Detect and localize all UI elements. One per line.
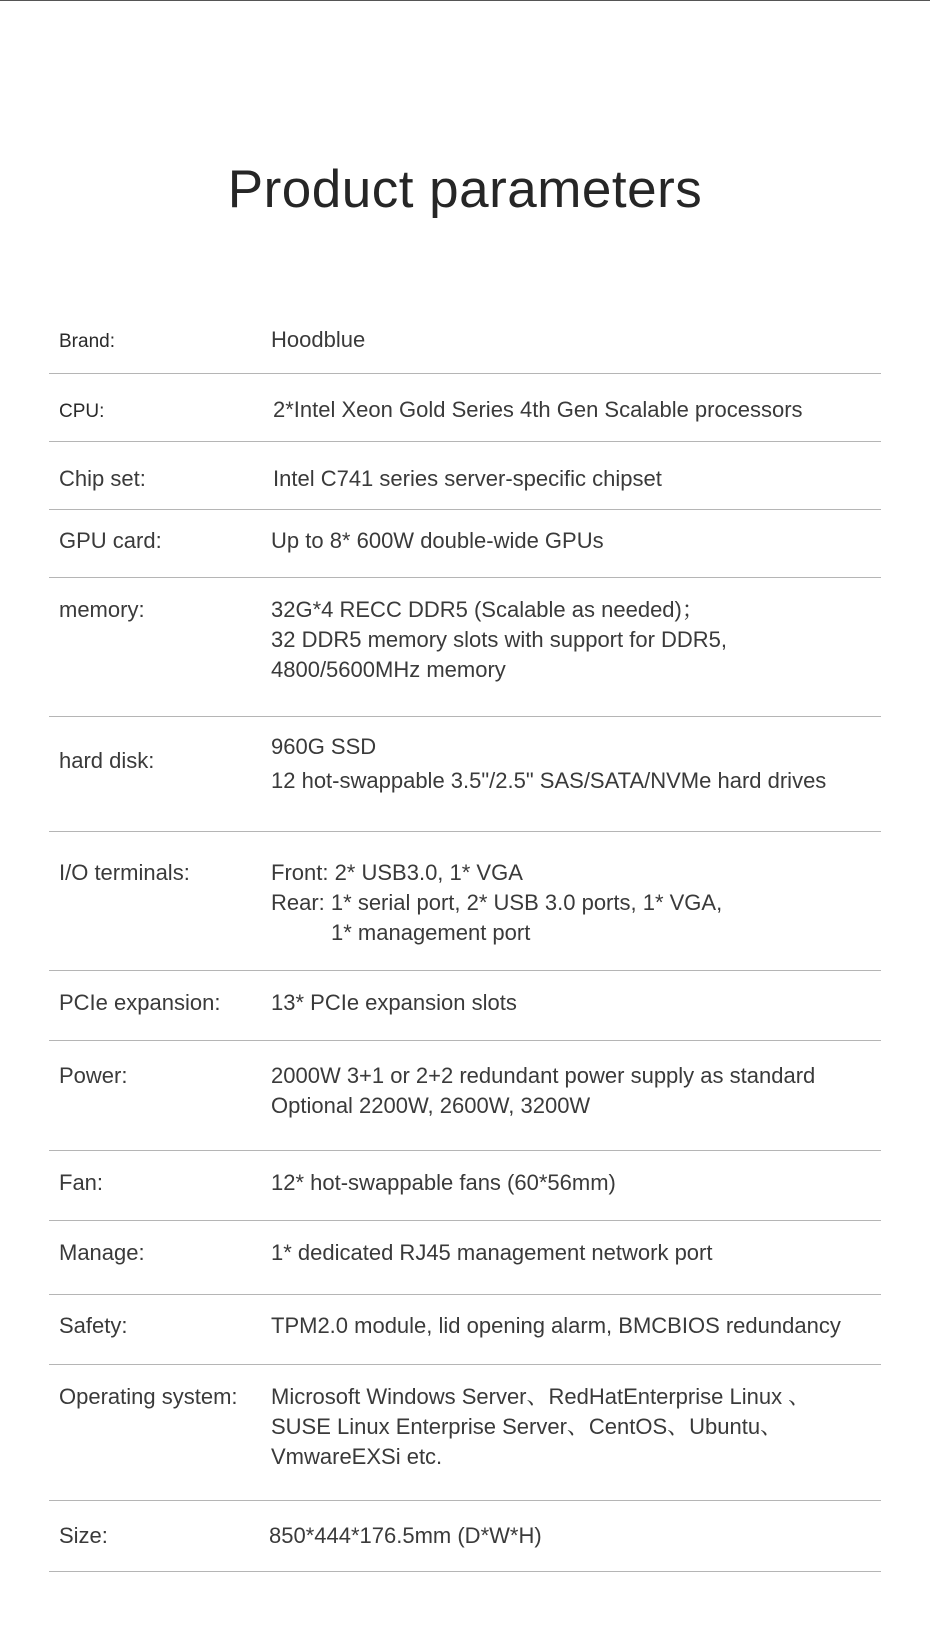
spec-value-line: TPM2.0 module, lid opening alarm, BMCBIOS redundancy [271, 1313, 841, 1338]
spec-row-power [49, 1041, 881, 1151]
spec-value-line: Intel C741 series server-specific chipset [273, 466, 662, 491]
spec-value [269, 1521, 542, 1551]
spec-value [271, 1168, 616, 1198]
spec-value-line: Optional 2200W, 2600W, 3200W [271, 1093, 591, 1118]
spec-value-line: Rear: 1* serial port, 2* USB 3.0 ports, 1* VGA, [271, 890, 723, 915]
spec-label: memory: [59, 597, 145, 622]
spec-label: CPU: [59, 401, 105, 422]
spec-value-line: 850*444*176.5mm (D*W*H) [269, 1523, 542, 1548]
spec-label: Power: [59, 1063, 128, 1088]
spec-label: Size: [59, 1523, 108, 1548]
spec-row-io-terminals [49, 832, 881, 971]
spec-value-line: 1* dedicated RJ45 management network port [271, 1240, 713, 1265]
top-rule [0, 0, 930, 1]
spec-label: Chip set: [59, 466, 146, 491]
spec-label: Manage: [59, 1240, 145, 1265]
spec-row-chipset [49, 442, 881, 510]
spec-row-size [49, 1501, 881, 1572]
spec-value [273, 395, 803, 425]
spec-row-safety [49, 1295, 881, 1365]
spec-value-line: 32 DDR5 memory slots with support for DDR5, [271, 627, 728, 652]
spec-label: Operating system: [59, 1384, 238, 1409]
spec-value [271, 526, 604, 556]
spec-value [271, 858, 722, 948]
spec-value [271, 1238, 712, 1268]
spec-row-operating-system [49, 1365, 881, 1501]
spec-value [273, 464, 662, 494]
spec-value-line: 12* hot-swappable fans (60*56mm) [271, 1170, 616, 1195]
spec-value [271, 732, 826, 796]
spec-value-line: 2*Intel Xeon Gold Series 4th Gen Scalable processors [273, 397, 803, 422]
spec-row-pcie [49, 971, 881, 1041]
spec-value [271, 325, 365, 355]
spec-value-line: 1* management port [331, 920, 531, 945]
spec-label: Brand: [59, 331, 115, 352]
spec-label: Safety: [59, 1313, 128, 1338]
spec-row-fan [49, 1151, 881, 1221]
spec-row-cpu [49, 374, 881, 442]
spec-value-line: Up to 8* 600W double-wide GPUs [271, 528, 604, 553]
spec-label: PCIe expansion: [59, 990, 221, 1015]
spec-value-line: 32G*4 RECC DDR5 (Scalable as needed)； [271, 597, 704, 622]
page-title: Product parameters [227, 160, 703, 219]
spec-row-gpu [49, 510, 881, 578]
spec-value-line: Microsoft Windows Server、RedHatEnterprise Linux 、 [271, 1384, 811, 1409]
spec-value-line: 13* PCIe expansion slots [271, 990, 517, 1015]
spec-label: hard disk: [59, 748, 155, 773]
spec-row-hard-disk [49, 717, 881, 832]
spec-label: Fan: [59, 1170, 104, 1195]
spec-value [271, 988, 517, 1018]
spec-label: I/O terminals: [59, 860, 190, 885]
spec-value-line: Hoodblue [271, 327, 366, 352]
spec-label: GPU card: [59, 528, 162, 553]
spec-value-line: 4800/5600MHz memory [271, 657, 506, 682]
spec-value-line: 12 hot-swappable 3.5"/2.5" SAS/SATA/NVMe hard drives [271, 768, 827, 793]
spec-value-line: 2000W 3+1 or 2+2 redundant power supply as standard [271, 1063, 816, 1088]
spec-value-line: Front: 2* USB3.0, 1* VGA [271, 860, 523, 885]
spec-value [271, 595, 727, 685]
spec-value-line: SUSE Linux Enterprise Server、CentOS、Ubuntu、 [271, 1414, 783, 1439]
spec-value-line: 960G SSD [271, 734, 377, 759]
spec-value [271, 1061, 815, 1121]
spec-row-brand [49, 305, 881, 374]
spec-value [271, 1382, 810, 1472]
spec-row-manage [49, 1221, 881, 1295]
spec-value-line: VmwareEXSi etc. [271, 1444, 443, 1469]
spec-value [271, 1311, 841, 1341]
spec-row-memory [49, 578, 881, 717]
